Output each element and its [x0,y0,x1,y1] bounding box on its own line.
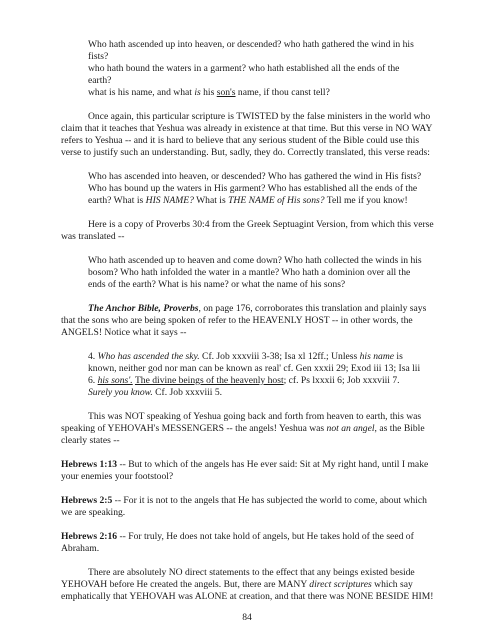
quote-text: 4. [88,351,98,362]
scripture-quote [88,39,424,99]
paragraph-text: which say emphatically that YEHOVAH was ALONE at creation, and that there was NONE BESIDE HIM! [61,579,434,602]
quote-text: is known, neither god nor man can be known as real' cf. Gen xxxii 29; Exod iii 13; Isa lii 6. [88,351,421,386]
page-body [61,39,438,603]
commentary-quote [88,351,424,399]
verse-hebrews-2-16 [61,531,438,555]
verse-reference: Hebrews 1:13 [61,459,118,470]
paragraph-text: , on page 176, corroborates this translation and plainly says that the sons who are being spoken of refer to the HEAVENLY HOST -- in other words, the ANGELS! Notice what it says -- [61,303,427,338]
quote-text: what is his name, and what [88,87,195,98]
quote-text: his [200,87,217,98]
verse-text: -- For it is not to the angels that He has subjected the world to come, about which we are speaking. [61,495,427,518]
paragraph-text: This was NOT speaking of Yeshua going back and forth from heaven to earth, this was speaking of YEHOVAH's MESSENGERS -- the angels! Yeshua was [61,411,422,434]
quote-italic-underlined: his sons'. [97,375,133,386]
quote-text: earth? What is [88,195,146,206]
body-paragraph [61,411,438,447]
paragraph-text: There are absolutely NO direct statements to the effect that any beings existed beside YEHOVAH before He created the angels. But, there are MANY [61,567,415,590]
quote-text: Tell me if you know! [324,195,408,206]
verse-hebrews-1-13 [61,459,438,483]
verse-text: -- But to which of the angels has He ever said: Sit at My right hand, until I make your enemies your footstool? [61,459,429,482]
quote-text: ; cf. Ps lxxxii 6; Job xxxviii 7. [283,375,400,386]
body-paragraph [61,567,438,603]
quote-italic: HIS NAME? [145,195,194,206]
quote-italic: Who has ascended the sky. [97,351,200,362]
quote-italic: his name [359,351,394,362]
scripture-quote [88,171,424,207]
book-title: The Anchor Bible, Proverbs [88,303,199,314]
verse-text: -- For truly, He does not take hold of angels, but He takes hold of the seed of Abraham. [61,531,414,554]
verse-reference: Hebrews 2:5 [61,495,113,506]
verse-reference: Hebrews 2:16 [61,531,118,542]
quote-underlined: The divine beings of the heavenly host [134,375,284,386]
quote-italic: Surely you know. [88,387,153,398]
quote-line: Who has ascended into heaven, or descended? Who has gathered the wind in His fists? [88,171,422,182]
quote-text: What is [193,195,229,206]
quote-italic: THE NAME of His sons? [228,195,325,206]
paragraph-text: , as the Bible clearly states -- [61,423,425,446]
paragraph-italic: direct scriptures [309,579,372,590]
septuagint-quote: Who hath ascended up to heaven and come down? Who hath collected the winds in his bosom? Who hath infolded the water in a mantle? Who hath a dominion over all the ends of the earth? What is his name? or what the name of his sons? [88,255,422,290]
quote-underlined: son's [216,87,236,98]
paragraph-italic: not an angel [326,423,375,434]
quote-text: Cf. Job xxxviii 5. [152,387,223,398]
body-paragraph [61,303,438,339]
quote-line: Who has bound up the waters in His garment? Who has established all the ends of the [88,183,418,194]
page-number: 84 [242,612,252,623]
verse-hebrews-2-5 [61,495,438,519]
quote-italic: is [194,87,201,98]
quote-text: name, if thou canst tell? [235,87,330,98]
quote-line: who hath bound the waters in a garment? who hath established all the ends of the earth? [88,63,400,86]
body-paragraph: Here is a copy of Proverbs 30:4 from the Greek Septuagint Version, from which this verse was translated -- [61,219,434,242]
quote-text: Cf. Job xxxviii 3-38; Isa xl 12ff.; Unless [199,351,360,362]
body-paragraph: Once again, this particular scripture is TWISTED by the false ministers in the world who claim that it teaches that Yeshua was already in existence at that time. But this verse in NO WAY refers to Yeshua -- and it is hard to believe that any serious student of the Bible could use this verse to justify such an understanding. But, sadly, they do. Correctly translated, this verse reads: [61,111,433,158]
quote-line: Who hath ascended up into heaven, or descended? who hath gathered the wind in his fists? [88,39,414,62]
